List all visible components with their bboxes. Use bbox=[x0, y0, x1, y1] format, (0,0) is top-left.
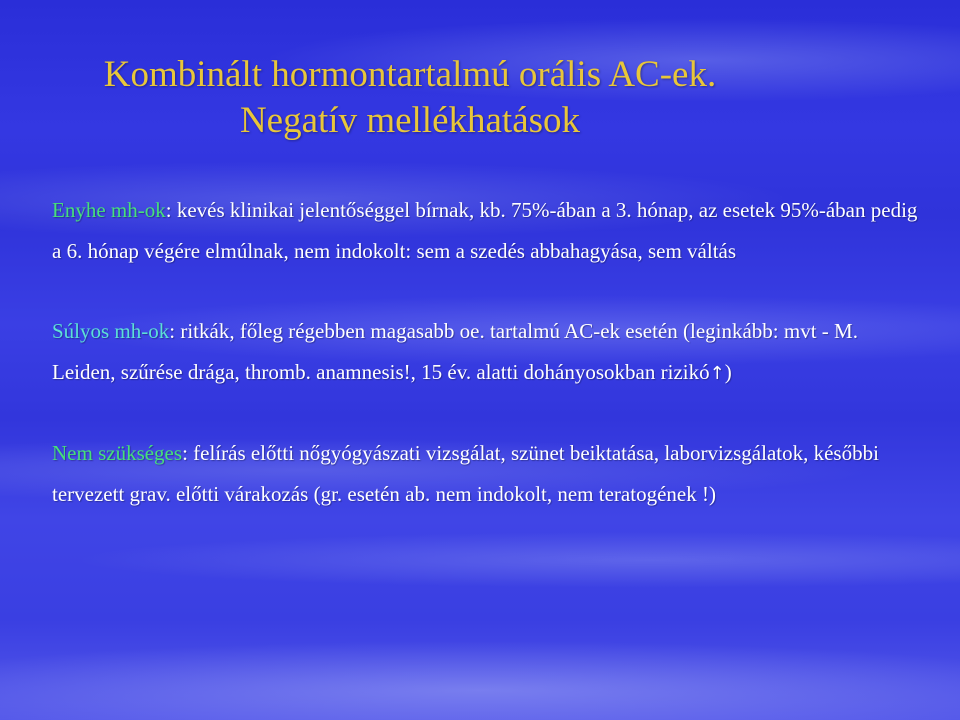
slide-content bbox=[52, 190, 922, 515]
slide-title-line-1: Kombinált hormontartalmú orális AC-ek. bbox=[103, 54, 717, 95]
paragraph-not-needed-text: : felírás előtti nőgyógyászati vizsgálat, szünet beiktatása, laborvizsgálatok, későbbi tervezett grav. előtti várakozás (gr. esetén ab. nem indokolt, nem teratogének !) bbox=[52, 441, 879, 506]
paragraph-not-needed bbox=[52, 433, 922, 515]
term-severe-side-effects: Súlyos mh-ok bbox=[52, 319, 170, 343]
slide-title bbox=[0, 52, 820, 144]
slide-title-line-2: Negatív mellékhatások bbox=[239, 100, 581, 141]
paragraph-severe-text-end: ) bbox=[724, 360, 732, 384]
paragraph-mild-side-effects bbox=[52, 190, 922, 272]
paragraph-severe-side-effects bbox=[52, 311, 922, 394]
term-mild-side-effects: Enyhe mh-ok bbox=[52, 198, 166, 222]
term-not-needed: Nem szükséges bbox=[52, 441, 183, 465]
up-arrow-icon: ↑ bbox=[709, 363, 725, 384]
paragraph-mild-text: : kevés klinikai jelentőséggel bírnak, kb. 75%-ában a 3. hónap, az esetek 95%-ában pedig a 6. hónap végére elmúlnak, nem indokolt: sem a szedés abbahagyása, sem váltás bbox=[52, 198, 918, 263]
paragraph-severe-text: : ritkák, főleg régebben magasabb oe. tartalmú AC-ek esetén (leginkább: mvt - M. Leiden, szűrése drága, thromb. anamnesis!, 15 év. alatti dohányosokban rizikó bbox=[52, 319, 858, 384]
